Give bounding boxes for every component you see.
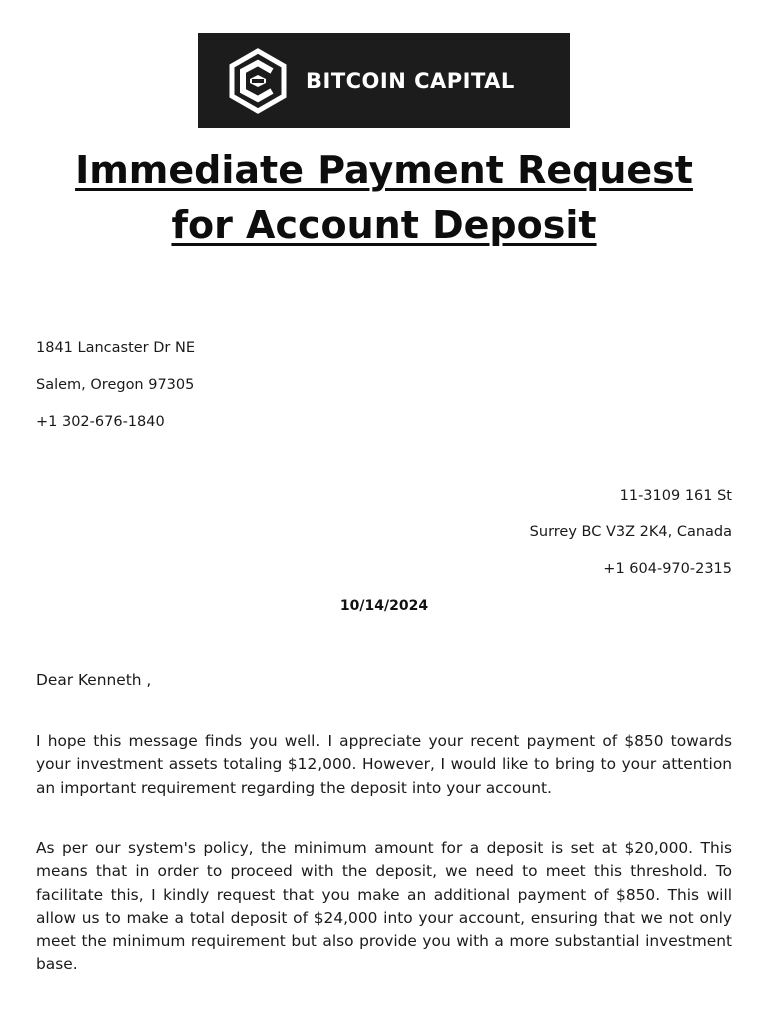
greeting: Dear Kenneth , xyxy=(36,671,152,689)
sender-address-line1: 1841 Lancaster Dr NE xyxy=(36,340,195,356)
recipient-address-line2: Surrey BC V3Z 2K4, Canada xyxy=(529,524,732,540)
recipient-address-line1: 11-3109 161 St xyxy=(619,488,732,504)
letter-date: 10/14/2024 xyxy=(339,598,429,614)
bitcoin-capital-logo-icon xyxy=(226,48,290,114)
sender-address-line2: Salem, Oregon 97305 xyxy=(36,377,195,393)
brand-name: BITCOIN CAPITAL xyxy=(306,69,515,93)
page-title: Immediate Payment Request for Account Deposit xyxy=(75,148,693,247)
logo-banner xyxy=(198,33,570,128)
recipient-phone: +1 604-970-2315 xyxy=(603,561,732,577)
sender-phone: +1 302-676-1840 xyxy=(36,414,165,430)
body-paragraph-1: I hope this message finds you well. I appreciate your recent payment of $850 towards your investment assets totaling $12,000. However, I would like to bring to your attention an important requirement regarding the deposit into your account. xyxy=(36,732,732,797)
body-paragraph-2: As per our system's policy, the minimum amount for a deposit is set at $20,000. This means that in order to proceed with the deposit, we need to meet this threshold. To facilitate this, I kindly request that you make an additional payment of $850. This will allow us to make a total deposit of $24,000 into your account, ensuring that we not only meet the minimum requirement but also provide you with a more substantial investment base. xyxy=(36,839,732,974)
